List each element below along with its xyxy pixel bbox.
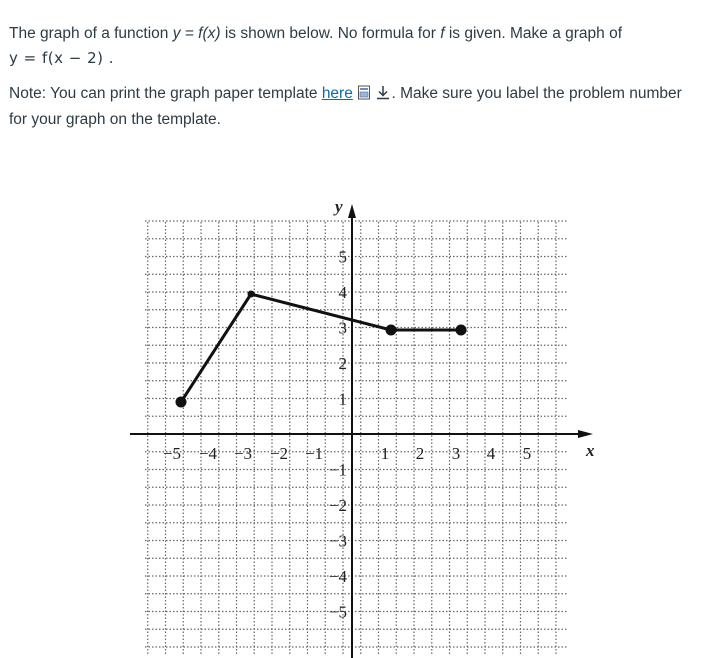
vertex-point: [248, 291, 255, 298]
question-part1: The graph of a function: [9, 25, 173, 42]
x-tick-label: 2: [415, 444, 425, 463]
x-tick-label: 5: [522, 444, 532, 463]
y-axis-arrow: [348, 204, 356, 218]
y-tick-label: −2: [328, 496, 347, 515]
y-axis-label: y: [335, 197, 343, 216]
function-notation: y = f(x): [172, 25, 221, 42]
endpoint-dot: [176, 397, 187, 408]
y-tick-label: −1: [328, 460, 347, 480]
transformed-function: y = f(x − 2) .: [9, 49, 115, 67]
y-tick-label: −3: [328, 531, 347, 551]
note-suffix: . Make sure you label the problem number for your graph on the template.: [9, 85, 682, 128]
function-name: f: [440, 25, 445, 42]
y-tick-label: 4: [338, 283, 347, 302]
question-part3: is given. Make a graph of: [444, 25, 623, 42]
y-tick-label: 2: [338, 354, 347, 373]
x-tick-label: −3: [233, 444, 253, 463]
y-tick-label: −5: [328, 602, 347, 622]
y-tick-label: 5: [338, 247, 347, 267]
axes: [130, 197, 595, 658]
x-axis-label: x: [586, 441, 595, 460]
endpoint-dot: [386, 325, 397, 336]
x-axis-arrow: [578, 430, 593, 438]
x-tick-label: −1: [304, 444, 324, 463]
x-tick-label: 1: [380, 444, 390, 463]
note-prefix: Note: You can print the graph paper template: [9, 85, 322, 102]
x-tick-label: 3: [451, 444, 461, 463]
question-part2: is shown below. No formula for: [220, 25, 441, 42]
template-link[interactable]: here: [321, 85, 353, 102]
y-tick-label: −4: [328, 567, 347, 586]
x-tick-label: −5: [162, 444, 182, 463]
grid: [145, 221, 567, 656]
x-tick-label: −2: [269, 444, 289, 463]
x-tick-label: −4: [198, 444, 218, 463]
x-tick-label: 4: [486, 444, 496, 463]
y-tick-label: 1: [338, 389, 347, 409]
y-tick-label: 3: [338, 318, 347, 338]
endpoint-dot: [456, 325, 467, 336]
